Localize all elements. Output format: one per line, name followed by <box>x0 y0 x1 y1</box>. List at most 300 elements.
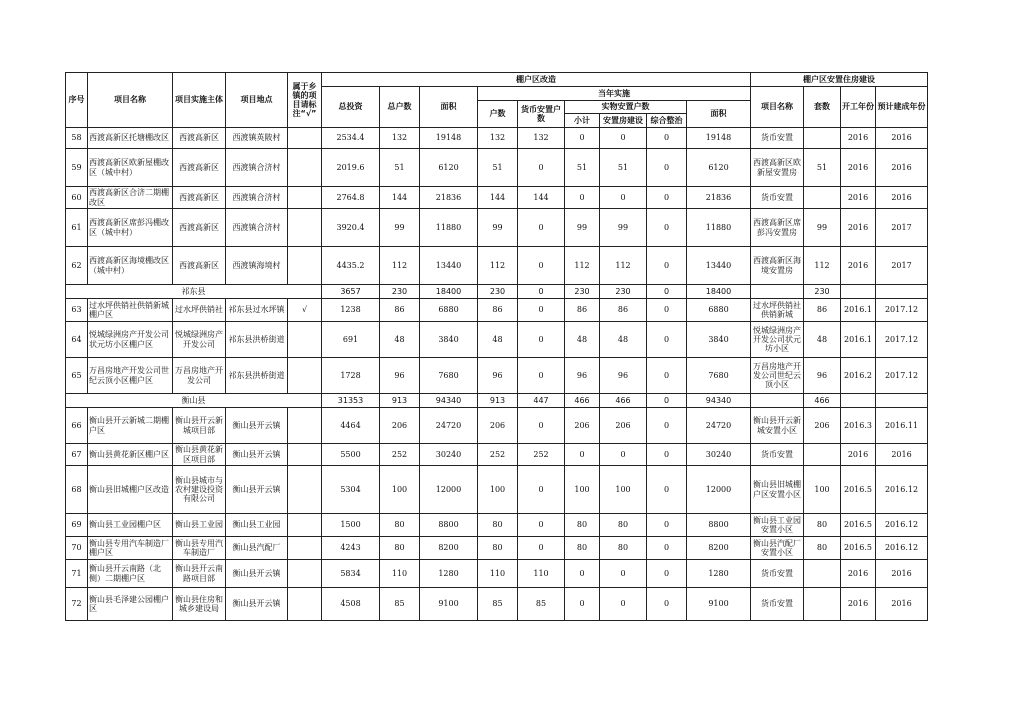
value-cash: 0 <box>518 466 565 514</box>
value-invest: 1500 <box>322 514 380 537</box>
value-area2: 12000 <box>687 466 751 514</box>
value-start-year: 2016.5 <box>841 466 876 514</box>
value-sub: 51 <box>565 149 600 187</box>
value-finish-year: 2016 <box>876 444 928 466</box>
col-start-year-header: 开工年份 <box>841 87 876 128</box>
value-area2: 11880 <box>687 209 751 247</box>
value-total: 252 <box>380 444 420 466</box>
value-comp: 0 <box>647 322 687 358</box>
value-cash: 0 <box>518 299 565 322</box>
col-cash-header: 货币安置户数 <box>518 101 565 128</box>
project-name: 悦城绿洲房产开发公司状元坊小区棚户区 <box>88 322 173 358</box>
value-area: 21836 <box>420 187 478 209</box>
value-house: 48 <box>600 322 647 358</box>
col-resettle-name-header: 项目名称 <box>751 87 804 128</box>
row-no: 62 <box>66 247 88 285</box>
value-start-year: 2016 <box>841 444 876 466</box>
project-location: 祁东县洪桥街道 <box>226 358 288 394</box>
value-area2: 3840 <box>687 322 751 358</box>
resettle-name: 货币安置 <box>751 128 804 149</box>
value-area: 6120 <box>420 149 478 187</box>
value-invest: 4435.2 <box>322 247 380 285</box>
value-house: 80 <box>600 537 647 560</box>
resettle-name: 悦城绿洲房产开发公司状元坊小区 <box>751 322 804 358</box>
value-cash: 0 <box>518 322 565 358</box>
resettle-name: 货币安置 <box>751 588 804 621</box>
subtotal-house: 466 <box>600 394 647 408</box>
value-total: 48 <box>380 322 420 358</box>
township-mark <box>288 128 322 149</box>
project-name: 西渡高新区席彭冯棚改区（城中村） <box>88 209 173 247</box>
value-hh: 85 <box>478 588 518 621</box>
value-units: 51 <box>804 149 841 187</box>
project-name: 西渡高新区欧新屋棚改区（城中村） <box>88 149 173 187</box>
value-finish-year: 2016.12 <box>876 466 928 514</box>
value-units <box>804 560 841 588</box>
subtotal-area2: 18400 <box>687 285 751 299</box>
value-comp: 0 <box>647 466 687 514</box>
township-mark <box>288 514 322 537</box>
value-total: 85 <box>380 588 420 621</box>
subtotal-total: 230 <box>380 285 420 299</box>
row-no: 72 <box>66 588 88 621</box>
current-year-header: 当年实施 <box>478 87 751 101</box>
value-area2: 13440 <box>687 247 751 285</box>
value-total: 112 <box>380 247 420 285</box>
value-house: 99 <box>600 209 647 247</box>
value-finish-year: 2017 <box>876 209 928 247</box>
entity-name: 西渡高新区 <box>173 128 226 149</box>
value-hh: 80 <box>478 514 518 537</box>
value-area: 24720 <box>420 408 478 444</box>
value-cash: 252 <box>518 444 565 466</box>
value-cash: 0 <box>518 537 565 560</box>
value-invest: 5500 <box>322 444 380 466</box>
county-name: 衡山县 <box>66 394 322 408</box>
col-comprehensive-header: 综合整治 <box>647 114 687 128</box>
value-start-year: 2016 <box>841 560 876 588</box>
value-area2: 8800 <box>687 514 751 537</box>
value-sub: 86 <box>565 299 600 322</box>
project-location: 衡山县开云镇 <box>226 408 288 444</box>
table-row <box>66 128 928 149</box>
resettle-name: 衡山县汽配厂安置小区 <box>751 537 804 560</box>
value-finish-year: 2016.12 <box>876 537 928 560</box>
subtotal-area2: 94340 <box>687 394 751 408</box>
value-house: 112 <box>600 247 647 285</box>
value-finish-year: 2017 <box>876 247 928 285</box>
value-area: 19148 <box>420 128 478 149</box>
entity-name: 西渡高新区 <box>173 187 226 209</box>
township-mark <box>288 466 322 514</box>
subtotal-hh: 230 <box>478 285 518 299</box>
value-comp: 0 <box>647 588 687 621</box>
resettle-name: 衡山县开云新城安置小区 <box>751 408 804 444</box>
value-sub: 0 <box>565 588 600 621</box>
row-no: 68 <box>66 466 88 514</box>
resettle-name: 货币安置 <box>751 187 804 209</box>
value-house: 96 <box>600 358 647 394</box>
project-location: 衡山县开云镇 <box>226 560 288 588</box>
value-start-year: 2016 <box>841 247 876 285</box>
value-house: 0 <box>600 588 647 621</box>
value-hh: 96 <box>478 358 518 394</box>
value-cash: 0 <box>518 209 565 247</box>
shanty-town-table <box>65 72 928 621</box>
value-finish-year: 2016 <box>876 187 928 209</box>
value-invest: 5304 <box>322 466 380 514</box>
physical-header: 实物安置户数 <box>565 101 687 114</box>
subtotal-comp: 0 <box>647 394 687 408</box>
value-total: 86 <box>380 299 420 322</box>
value-house: 0 <box>600 560 647 588</box>
subtotal-house: 230 <box>600 285 647 299</box>
value-hh: 206 <box>478 408 518 444</box>
value-sub: 100 <box>565 466 600 514</box>
subtotal-area: 18400 <box>420 285 478 299</box>
value-house: 0 <box>600 128 647 149</box>
value-area2: 19148 <box>687 128 751 149</box>
value-area2: 1280 <box>687 560 751 588</box>
value-cash: 144 <box>518 187 565 209</box>
value-hh: 100 <box>478 466 518 514</box>
resettle-name: 万昌房地产开发公司世纪云顶小区 <box>751 358 804 394</box>
subtotal-units: 230 <box>804 285 841 299</box>
table-row <box>66 537 928 560</box>
value-sub: 80 <box>565 514 600 537</box>
table-row <box>66 149 928 187</box>
subtotal-start <box>841 285 876 299</box>
value-units: 112 <box>804 247 841 285</box>
value-units <box>804 128 841 149</box>
value-total: 80 <box>380 514 420 537</box>
township-mark <box>288 537 322 560</box>
project-location: 祁东县洪桥街道 <box>226 322 288 358</box>
subtotal-total: 913 <box>380 394 420 408</box>
township-mark: √ <box>288 299 322 322</box>
value-total: 110 <box>380 560 420 588</box>
subtotal-rname <box>751 394 804 408</box>
value-start-year: 2016 <box>841 588 876 621</box>
entity-name: 衡山县住房和城乡建设局 <box>173 588 226 621</box>
value-start-year: 2016.1 <box>841 322 876 358</box>
value-start-year: 2016.2 <box>841 358 876 394</box>
county-subtotal-row <box>66 394 928 408</box>
project-location: 西渡镇合济村 <box>226 187 288 209</box>
subtotal-comp: 0 <box>647 285 687 299</box>
resettle-name: 西渡高新区席彭冯安置房 <box>751 209 804 247</box>
value-start-year: 2016 <box>841 149 876 187</box>
value-house: 51 <box>600 149 647 187</box>
row-no: 61 <box>66 209 88 247</box>
value-comp: 0 <box>647 128 687 149</box>
col-total-invest-header: 总投资 <box>322 87 380 128</box>
value-area: 8200 <box>420 537 478 560</box>
project-location: 衡山县开云镇 <box>226 444 288 466</box>
value-comp: 0 <box>647 149 687 187</box>
resettle-name: 西渡高新区海境安置房 <box>751 247 804 285</box>
table-row <box>66 358 928 394</box>
value-area2: 24720 <box>687 408 751 444</box>
value-comp: 0 <box>647 299 687 322</box>
township-mark <box>288 322 322 358</box>
value-comp: 0 <box>647 187 687 209</box>
project-location: 西渡镇海境村 <box>226 247 288 285</box>
value-sub: 96 <box>565 358 600 394</box>
subtotal-start <box>841 394 876 408</box>
value-units: 80 <box>804 537 841 560</box>
township-mark <box>288 560 322 588</box>
value-area: 9100 <box>420 588 478 621</box>
county-name: 祁东县 <box>66 285 322 299</box>
township-mark <box>288 247 322 285</box>
value-start-year: 2016.3 <box>841 408 876 444</box>
value-comp: 0 <box>647 408 687 444</box>
value-house: 100 <box>600 466 647 514</box>
entity-name: 悦城绿洲房产开发公司 <box>173 322 226 358</box>
col-finish-year-header: 预计建成年份 <box>876 87 928 128</box>
value-hh: 144 <box>478 187 518 209</box>
county-subtotal-row <box>66 285 928 299</box>
value-comp: 0 <box>647 537 687 560</box>
value-sub: 80 <box>565 537 600 560</box>
township-mark <box>288 149 322 187</box>
value-house: 0 <box>600 187 647 209</box>
table-row <box>66 588 928 621</box>
value-area: 13440 <box>420 247 478 285</box>
value-sub: 206 <box>565 408 600 444</box>
table-row <box>66 209 928 247</box>
table-row <box>66 322 928 358</box>
row-no: 66 <box>66 408 88 444</box>
value-house: 80 <box>600 514 647 537</box>
value-area2: 6120 <box>687 149 751 187</box>
value-finish-year: 2016 <box>876 149 928 187</box>
value-start-year: 2016 <box>841 209 876 247</box>
project-name: 过水坪供销社供销新城棚户区 <box>88 299 173 322</box>
value-hh: 51 <box>478 149 518 187</box>
value-units: 48 <box>804 322 841 358</box>
row-no: 71 <box>66 560 88 588</box>
value-total: 96 <box>380 358 420 394</box>
value-start-year: 2016.5 <box>841 537 876 560</box>
value-invest: 1728 <box>322 358 380 394</box>
subtotal-cash: 447 <box>518 394 565 408</box>
township-mark <box>288 187 322 209</box>
value-area2: 7680 <box>687 358 751 394</box>
value-invest: 691 <box>322 322 380 358</box>
value-area: 11880 <box>420 209 478 247</box>
entity-name: 衡山县专用汽车制造厂 <box>173 537 226 560</box>
value-comp: 0 <box>647 358 687 394</box>
value-total: 80 <box>380 537 420 560</box>
project-name: 衡山县开云新城二期棚户区 <box>88 408 173 444</box>
subtotal-end <box>876 285 928 299</box>
project-location: 衡山县开云镇 <box>226 588 288 621</box>
value-area: 1280 <box>420 560 478 588</box>
value-start-year: 2016 <box>841 128 876 149</box>
table-row <box>66 187 928 209</box>
value-comp: 0 <box>647 247 687 285</box>
table-row <box>66 514 928 537</box>
value-total: 100 <box>380 466 420 514</box>
project-location: 西渡镇英陂村 <box>226 128 288 149</box>
value-area2: 21836 <box>687 187 751 209</box>
resettle-group-header: 棚户区安置住房建设 <box>751 73 928 87</box>
value-units: 86 <box>804 299 841 322</box>
col-entity-header: 项目实施主体 <box>173 73 226 128</box>
entity-name: 过水坪供销社 <box>173 299 226 322</box>
entity-name: 西渡高新区 <box>173 209 226 247</box>
project-name: 西渡高新区合济二期棚改区 <box>88 187 173 209</box>
value-start-year: 2016.5 <box>841 514 876 537</box>
value-units <box>804 588 841 621</box>
resettle-name: 过水坪供销社供销新城 <box>751 299 804 322</box>
value-hh: 48 <box>478 322 518 358</box>
row-no: 60 <box>66 187 88 209</box>
value-cash: 85 <box>518 588 565 621</box>
value-area: 30240 <box>420 444 478 466</box>
project-location: 衡山县开云镇 <box>226 466 288 514</box>
value-house: 0 <box>600 444 647 466</box>
value-hh: 110 <box>478 560 518 588</box>
col-project-name-header: 项目名称 <box>88 73 173 128</box>
project-name: 衡山县毛泽建公园棚户区 <box>88 588 173 621</box>
value-hh: 132 <box>478 128 518 149</box>
value-comp: 0 <box>647 444 687 466</box>
value-finish-year: 2016 <box>876 560 928 588</box>
value-cash: 0 <box>518 408 565 444</box>
value-hh: 99 <box>478 209 518 247</box>
project-location: 西渡镇合济村 <box>226 209 288 247</box>
value-comp: 0 <box>647 209 687 247</box>
value-invest: 2764.8 <box>322 187 380 209</box>
value-cash: 132 <box>518 128 565 149</box>
col-area-header: 面积 <box>420 87 478 128</box>
value-invest: 1238 <box>322 299 380 322</box>
value-area2: 8200 <box>687 537 751 560</box>
project-location: 衡山县工业园 <box>226 514 288 537</box>
col-no-header: 序号 <box>66 73 88 128</box>
entity-name: 衡山县开云新城项目部 <box>173 408 226 444</box>
resettle-name: 货币安置 <box>751 560 804 588</box>
value-total: 51 <box>380 149 420 187</box>
value-area: 6880 <box>420 299 478 322</box>
shanty-group-header: 棚户区改造 <box>322 73 751 87</box>
project-name: 衡山县开云南路（北侧）二期棚户区 <box>88 560 173 588</box>
project-name: 衡山县工业园棚户区 <box>88 514 173 537</box>
value-area2: 9100 <box>687 588 751 621</box>
value-sub: 48 <box>565 322 600 358</box>
entity-name: 衡山县黄花新区项目部 <box>173 444 226 466</box>
table-row <box>66 444 928 466</box>
value-finish-year: 2016 <box>876 588 928 621</box>
value-units: 96 <box>804 358 841 394</box>
value-sub: 112 <box>565 247 600 285</box>
value-hh: 80 <box>478 537 518 560</box>
value-area: 3840 <box>420 322 478 358</box>
value-house: 206 <box>600 408 647 444</box>
resettle-name: 西渡高新区欧新屋安置房 <box>751 149 804 187</box>
value-finish-year: 2016.12 <box>876 514 928 537</box>
value-cash: 0 <box>518 358 565 394</box>
row-no: 63 <box>66 299 88 322</box>
value-area2: 6880 <box>687 299 751 322</box>
value-invest: 4508 <box>322 588 380 621</box>
subtotal-hh: 913 <box>478 394 518 408</box>
value-invest: 4243 <box>322 537 380 560</box>
row-no: 64 <box>66 322 88 358</box>
value-sub: 0 <box>565 128 600 149</box>
value-comp: 0 <box>647 560 687 588</box>
value-start-year: 2016.1 <box>841 299 876 322</box>
col-units-header: 套数 <box>804 87 841 128</box>
table-row <box>66 560 928 588</box>
value-sub: 0 <box>565 187 600 209</box>
row-no: 70 <box>66 537 88 560</box>
value-finish-year: 2017.12 <box>876 299 928 322</box>
value-hh: 252 <box>478 444 518 466</box>
col-area2-header: 面积 <box>687 101 751 128</box>
value-hh: 86 <box>478 299 518 322</box>
value-comp: 0 <box>647 514 687 537</box>
subtotal-sub: 230 <box>565 285 600 299</box>
project-location: 西渡镇合济村 <box>226 149 288 187</box>
value-invest: 4464 <box>322 408 380 444</box>
value-units: 206 <box>804 408 841 444</box>
resettle-name: 衡山县旧城棚户区安置小区 <box>751 466 804 514</box>
value-finish-year: 2017.12 <box>876 358 928 394</box>
table-row <box>66 466 928 514</box>
value-total: 99 <box>380 209 420 247</box>
row-no: 58 <box>66 128 88 149</box>
resettle-name: 衡山县工业园安置小区 <box>751 514 804 537</box>
project-name: 衡山县专用汽车制造厂棚户区 <box>88 537 173 560</box>
value-units <box>804 444 841 466</box>
value-finish-year: 2016 <box>876 128 928 149</box>
value-units: 99 <box>804 209 841 247</box>
project-location: 祁东县过水坪镇 <box>226 299 288 322</box>
value-cash: 110 <box>518 560 565 588</box>
entity-name: 西渡高新区 <box>173 247 226 285</box>
value-area: 12000 <box>420 466 478 514</box>
value-invest: 2019.6 <box>322 149 380 187</box>
value-sub: 0 <box>565 560 600 588</box>
value-sub: 99 <box>565 209 600 247</box>
col-households-header: 户数 <box>478 101 518 128</box>
resettle-name: 货币安置 <box>751 444 804 466</box>
col-location-header: 项目地点 <box>226 73 288 128</box>
value-sub: 0 <box>565 444 600 466</box>
table-body <box>66 128 928 621</box>
value-finish-year: 2017.12 <box>876 322 928 358</box>
project-name: 西渡高新区海境棚改区（城中村） <box>88 247 173 285</box>
col-subtotal-header: 小计 <box>565 114 600 128</box>
value-area2: 30240 <box>687 444 751 466</box>
col-township-header: 属于乡镇的项目请标注“√” <box>288 73 322 128</box>
value-units <box>804 187 841 209</box>
subtotal-invest: 31353 <box>322 394 380 408</box>
row-no: 67 <box>66 444 88 466</box>
entity-name: 衡山县开云南路项目部 <box>173 560 226 588</box>
table-row <box>66 247 928 285</box>
value-start-year: 2016 <box>841 187 876 209</box>
project-name: 衡山县黄花新区棚户区 <box>88 444 173 466</box>
value-invest: 3920.4 <box>322 209 380 247</box>
subtotal-end <box>876 394 928 408</box>
table-row <box>66 408 928 444</box>
value-units: 100 <box>804 466 841 514</box>
